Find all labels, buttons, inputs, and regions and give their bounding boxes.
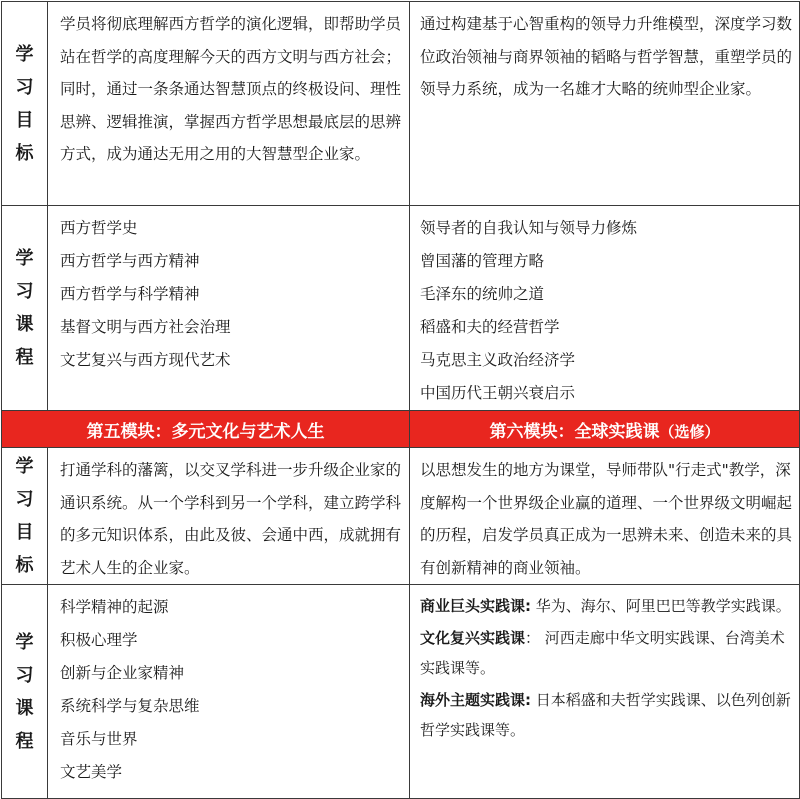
practice-item-culture — [420, 623, 793, 683]
list-item: 马克思主义政治经济学 — [420, 351, 576, 369]
list-item: 西方哲学与科学精神 — [60, 285, 200, 303]
list-item: 系统科学与复杂思维 — [60, 697, 200, 715]
label-char: 标 — [15, 555, 34, 576]
practice-title: 海外主题实践课: — [420, 691, 531, 709]
row-courses-1 — [2, 206, 800, 411]
curriculum-table — [1, 1, 800, 799]
label-char: 程 — [15, 730, 34, 752]
label-char: 标 — [15, 142, 34, 164]
practice-item-business — [420, 591, 793, 621]
label-char: 习 — [15, 281, 34, 302]
elective-note: （选修） — [659, 422, 720, 441]
label-char: 目 — [15, 522, 34, 543]
label-char: 课 — [15, 697, 34, 719]
practice-text: 日本稻盛和夫哲学实践课、以色列创新哲学实践课等。 — [420, 691, 791, 739]
row-goals-1 — [2, 2, 800, 206]
list-item: 西方哲学与西方精神 — [60, 252, 200, 270]
label-char: 学 — [15, 456, 34, 477]
row-goals-2 — [2, 448, 800, 585]
list-item: 毛泽东的统帅之道 — [420, 285, 545, 303]
module-header-row — [2, 411, 800, 448]
list-item: 中国历代王朝兴衰启示 — [420, 384, 576, 402]
list-item: 基督文明与西方社会治理 — [60, 318, 231, 336]
module5-goals-text: 打通学科的藩篱，以交叉学科进一步升级企业家的通识系统。从一个学科到另一个学科，建立跨学科的多元知识体系，由此及彼、会通中西，成就拥有艺术人生的企业家。 — [48, 448, 410, 585]
list-item: 音乐与世界 — [60, 730, 138, 748]
label-char: 课 — [15, 314, 34, 335]
practice-title: 文化复兴实践课 — [420, 629, 526, 647]
goals-label-2 — [2, 448, 48, 585]
practice-title: 商业巨头实践课: — [420, 597, 531, 615]
list-item: 西方哲学史 — [60, 219, 138, 237]
module3-goals-text: 学员将彻底理解西方哲学的演化逻辑，即帮助学员站在哲学的高度理解今天的西方文明与西方社会；同时，通过一条条通达智慧顶点的终极设问、理性思辨、逻辑推演，掌握西方哲学思想最底层的思辨方式，成为通达无用之用的大智慧型企业家。 — [48, 2, 410, 206]
list-item: 文艺美学 — [60, 763, 123, 781]
label-char: 学 — [15, 248, 34, 269]
label-char: 习 — [15, 664, 34, 686]
module6-goals-text: 以思想发生的地方为课堂，导师带队"行走式"教学，深度解构一个世界级企业赢的道理、一个世界级文明崛起的历程，启发学员真正成为一思辨未来、创造未来的具有创新精神的商业领袖。 — [410, 448, 800, 585]
module4-course-list — [410, 206, 800, 411]
label-char: 习 — [15, 76, 34, 98]
list-item: 文艺复兴与西方现代艺术 — [60, 351, 231, 369]
list-item: 积极心理学 — [60, 631, 138, 649]
practice-text: ： 河西走廊中华文明实践课、台湾美术实践课等。 — [420, 629, 785, 677]
list-item: 科学精神的起源 — [60, 598, 169, 616]
module5-header: 第五模块：多元文化与艺术人生 — [2, 411, 410, 448]
goals-label-1 — [2, 2, 48, 206]
module5-course-list — [48, 585, 410, 799]
row-courses-2 — [2, 585, 800, 799]
label-char: 学 — [15, 631, 34, 653]
module4-goals-text: 通过构建基于心智重构的领导力升维模型，深度学习数位政治领袖与商界领袖的韬略与哲学智慧，重塑学员的领导力系统，成为一名雄才大略的统帅型企业家。 — [410, 2, 800, 206]
list-item: 创新与企业家精神 — [60, 664, 185, 682]
label-char: 习 — [15, 489, 34, 510]
label-char: 学 — [15, 43, 34, 65]
practice-item-overseas — [420, 685, 793, 745]
practice-text: 华为、海尔、阿里巴巴等教学实践课。 — [531, 597, 791, 615]
list-item: 稻盛和夫的经营哲学 — [420, 318, 560, 336]
list-item: 曾国藩的管理方略 — [420, 252, 545, 270]
courses-label-1 — [2, 206, 48, 411]
label-char: 程 — [15, 347, 34, 368]
module3-course-list — [48, 206, 410, 411]
courses-label-2 — [2, 585, 48, 799]
label-char: 目 — [15, 109, 34, 131]
list-item: 领导者的自我认知与领导力修炼 — [420, 219, 638, 237]
module6-title: 第六模块：全球实践课 — [489, 421, 660, 442]
module6-header — [410, 411, 800, 448]
module6-course-list — [410, 585, 800, 799]
